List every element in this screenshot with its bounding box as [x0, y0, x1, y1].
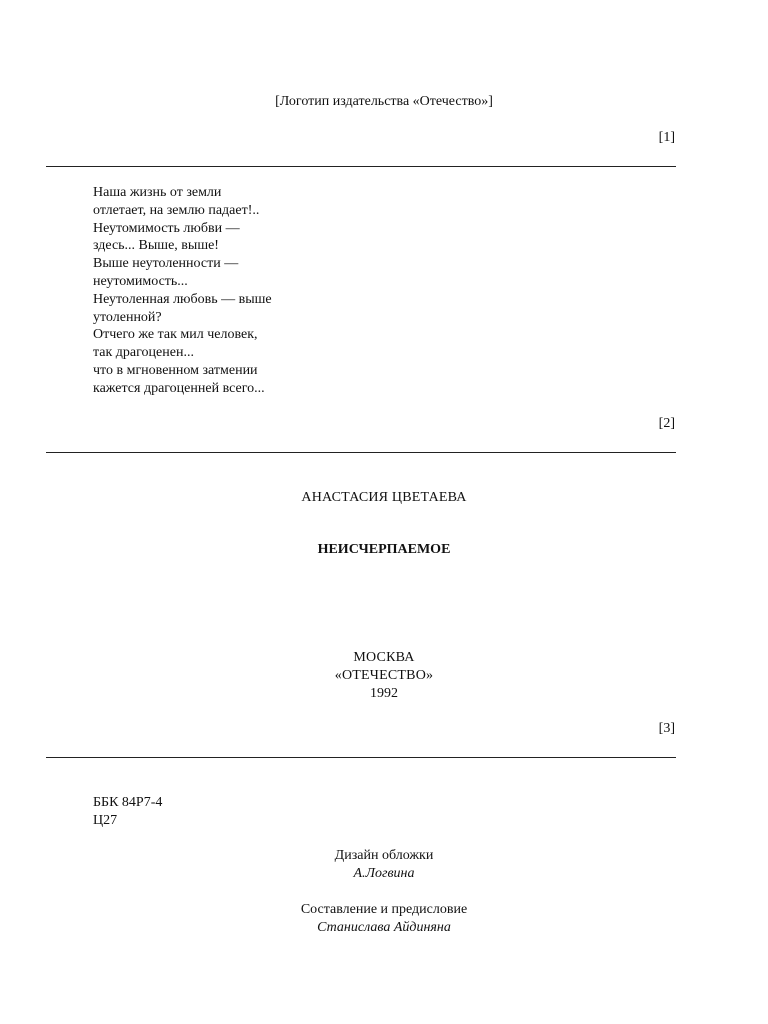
- poem-line: здесь... Выше, выше!: [93, 238, 219, 254]
- page-number-3: [3]: [658, 721, 675, 736]
- compiler-label: Составление и предисловие: [300, 902, 468, 917]
- book-title: НЕИСЧЕРПАЕМОЕ: [317, 542, 451, 557]
- poem-line: что в мгновенном затмении: [93, 362, 258, 378]
- publisher-logo-placeholder: [Логотип издательства «Отечество»]: [275, 94, 493, 109]
- bbk-code: ББК 84Р7-4: [93, 795, 163, 810]
- page-number-2: [2]: [658, 416, 675, 431]
- publication-year: 1992: [370, 686, 398, 701]
- poem-line: отлетает, на землю падает!..: [93, 202, 260, 218]
- poem-line: Неутоленная любовь — выше: [93, 291, 272, 307]
- cover-design-label: Дизайн обложки: [334, 848, 434, 863]
- poem-line: так драгоценен...: [93, 345, 194, 361]
- publication-city: МОСКВА: [353, 650, 415, 665]
- page-number-1: [1]: [658, 130, 675, 145]
- poem-line: Неутомимость любви —: [93, 220, 240, 236]
- poem-line: кажется драгоценней всего...: [93, 380, 265, 396]
- author-name: АНАСТАСИЯ ЦВЕТАЕВА: [301, 490, 467, 505]
- publisher-name: «ОТЕЧЕСТВО»: [334, 668, 434, 683]
- compiler-name: Станислава Айдиняна: [317, 920, 451, 935]
- poem-line: Отчего же так мил человек,: [93, 327, 258, 343]
- poem-line: утоленной?: [93, 309, 162, 325]
- epigraph-poem: [93, 184, 272, 398]
- poem-line: Наша жизнь от земли: [93, 185, 222, 200]
- page-divider-1: [46, 166, 676, 167]
- page-divider-3: [46, 757, 676, 758]
- page-divider-2: [46, 452, 676, 453]
- poem-line: Выше неутоленности —: [93, 256, 239, 272]
- author-mark-code: Ц27: [93, 813, 118, 828]
- poem-line: неутомимость...: [93, 273, 188, 289]
- cover-designer-name: А.Логвина: [353, 866, 415, 881]
